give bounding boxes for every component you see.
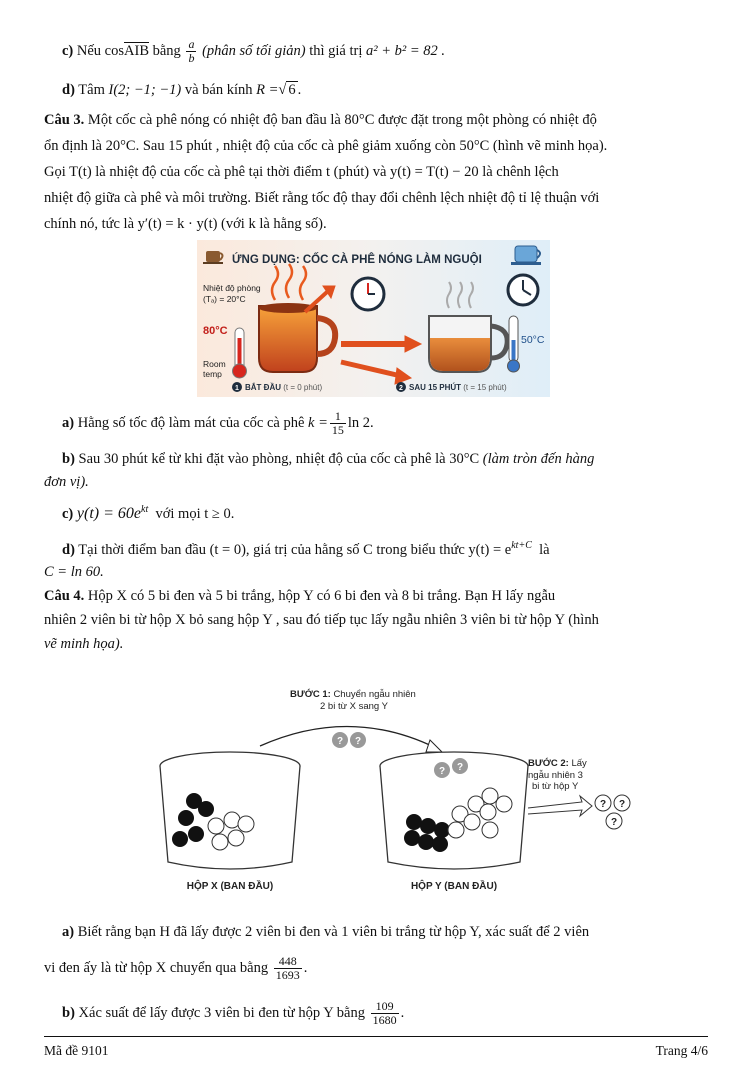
- q3-line-5: chính nó, tức là y′(t) = k · y(t) (với k là hằng số).: [44, 216, 327, 232]
- step1-caption: BƯỚC 1: Chuyển ngẫu nhiên: [290, 689, 416, 700]
- box-y: [380, 752, 528, 869]
- q4-item-a-cont: vi đen ấy là từ hộp X chuyển qua bằng $\frac{448}{1693}$ .: [44, 954, 308, 982]
- cool-thermometer-icon: [508, 316, 520, 372]
- svg-text:?: ?: [336, 736, 344, 747]
- q4-item-b: b) Xác suất để lấy được 3 viên bi đen từ hộp Y bằng $\frac{109}{1680}$ .: [62, 999, 405, 1027]
- figure-title: ỨNG DỤNG: CỐC CÀ PHÊ NÓNG LÀM NGUỘI: [232, 254, 482, 266]
- tea-cup-icon: [511, 246, 541, 265]
- q3-line-2: ổn định là 20°C. Sau 15 phút , nhiệt độ của cốc cà phê giảm xuống còn 50°C (hình vẽ minh họa).: [44, 138, 608, 154]
- q3-line-3: Gọi T(t) là nhiệt độ của cốc cà phê tại thời điểm t (phút) và y(t) = T(t) − 20 là chênh lệch: [44, 164, 559, 180]
- step2-label: SAU 15 PHÚT (t = 15 phút): [409, 383, 507, 392]
- room-temp-en-2: temp: [203, 369, 222, 379]
- clock-start-icon: [352, 278, 384, 310]
- transfer-arrowhead: [426, 740, 442, 752]
- step2-caption-3: bi từ hộp Y: [532, 781, 579, 792]
- room-temp-value: (Tₐ) = 20°C: [203, 294, 246, 304]
- coffee-cooling-figure: [197, 240, 550, 397]
- q4-line-1: Câu 4. Hộp X có 5 bi đen và 5 bi trắng, hộp Y có 6 bi đen và 8 bi trắng. Bạn H lấy ngẫu: [44, 588, 556, 604]
- item-d-prev: d) Tâm I(2; −1; −1) và bán kính R =√ 6 .: [62, 82, 302, 98]
- svg-text:?: ?: [354, 736, 362, 747]
- q3-item-b: b) Sau 30 phút kể từ khi đặt vào phòng, nhiệt độ của cốc cà phê là 30°C (làm tròn đến hàng: [62, 451, 595, 467]
- transfer-balls: [332, 732, 366, 748]
- ball-boxes-figure: [150, 684, 650, 899]
- svg-text:2: 2: [399, 385, 403, 392]
- step1-caption-2: 2 bi từ X sang Y: [320, 701, 388, 712]
- svg-text:?: ?: [456, 762, 464, 773]
- step1-label: BẮT ĐẦU (t = 0 phút): [245, 383, 323, 392]
- svg-text:?: ?: [599, 799, 607, 810]
- cool-temp-label: 50°C: [521, 334, 545, 346]
- page-footer: [44, 1036, 708, 1059]
- step2-caption-2: ngẫu nhiên 3: [528, 770, 583, 781]
- q4-item-a: a) Biết rằng bạn H đã lấy được 2 viên bi đen và 1 viên bi trắng từ hộp Y, xác suất để 2 viên: [62, 924, 590, 940]
- box-y-label: HỘP Y (BAN ĐẦU): [410, 881, 498, 892]
- svg-text:?: ?: [610, 817, 618, 828]
- q3-item-a: a) Hằng số tốc độ làm mát của cốc cà phê k = $\frac{1}{15}$ ln 2.: [62, 409, 374, 437]
- fraction-a-b: $\frac{a}{b}$: [188, 37, 195, 65]
- svg-text:?: ?: [438, 766, 446, 777]
- q3-item-d: d) Tại thời điểm ban đầu (t = 0), giá trị của hằng số C trong biểu thức $y(t) = e^{kt+C}$ là: [62, 540, 550, 558]
- hot-thermometer-icon: [233, 328, 247, 378]
- box-x-label: HỘP X (BAN ĐẦU): [186, 881, 274, 892]
- q4-line-3: vẽ minh họa).: [44, 636, 124, 652]
- page-number: Trang 4/6: [655, 1043, 708, 1058]
- room-temp-en-1: Room: [203, 359, 226, 369]
- draw-arrow: [528, 796, 592, 816]
- q3-item-c: c) $y(t) = 60e^{kt}$ với mọi t ≥ 0.: [62, 504, 235, 522]
- step2-caption: BƯỚC 2: Lấy: [528, 758, 587, 769]
- q3-item-d-cont: C = ln 60.: [44, 564, 104, 580]
- svg-text:?: ?: [618, 799, 626, 810]
- hot-temp-label: 80°C: [203, 325, 228, 337]
- q3-item-b-cont: đơn vị).: [44, 474, 89, 490]
- q3-line-1: Câu 3. Một cốc cà phê nóng có nhiệt độ ban đầu là 80°C được đặt trong một phòng có nhiệt độ: [44, 112, 597, 128]
- q3-line-4: nhiệt độ giữa cà phê và môi trường. Biết rằng tốc độ thay đổi chênh lệch nhiệt độ tỉ lệ thuận với: [44, 190, 600, 206]
- svg-text:1: 1: [235, 385, 239, 392]
- exam-code: Mã đề 9101: [44, 1043, 109, 1058]
- box-x: [160, 752, 300, 869]
- room-temp-label: Nhiệt độ phòng: [203, 283, 261, 293]
- transfer-arrow: [260, 726, 436, 748]
- clock-end-icon: [508, 275, 538, 305]
- q4-line-2: nhiên 2 viên bi từ hộp X bỏ sang hộp Y , sau đó tiếp tục lấy ngẫu nhiên 3 viên bi từ hộp Y (hình: [44, 612, 599, 628]
- item-c-prev: c) Nếu cosAIB bằng $\frac{a}{b}$ (phân số tối giản) thì giá trị a² + b² = 82 .: [62, 37, 446, 65]
